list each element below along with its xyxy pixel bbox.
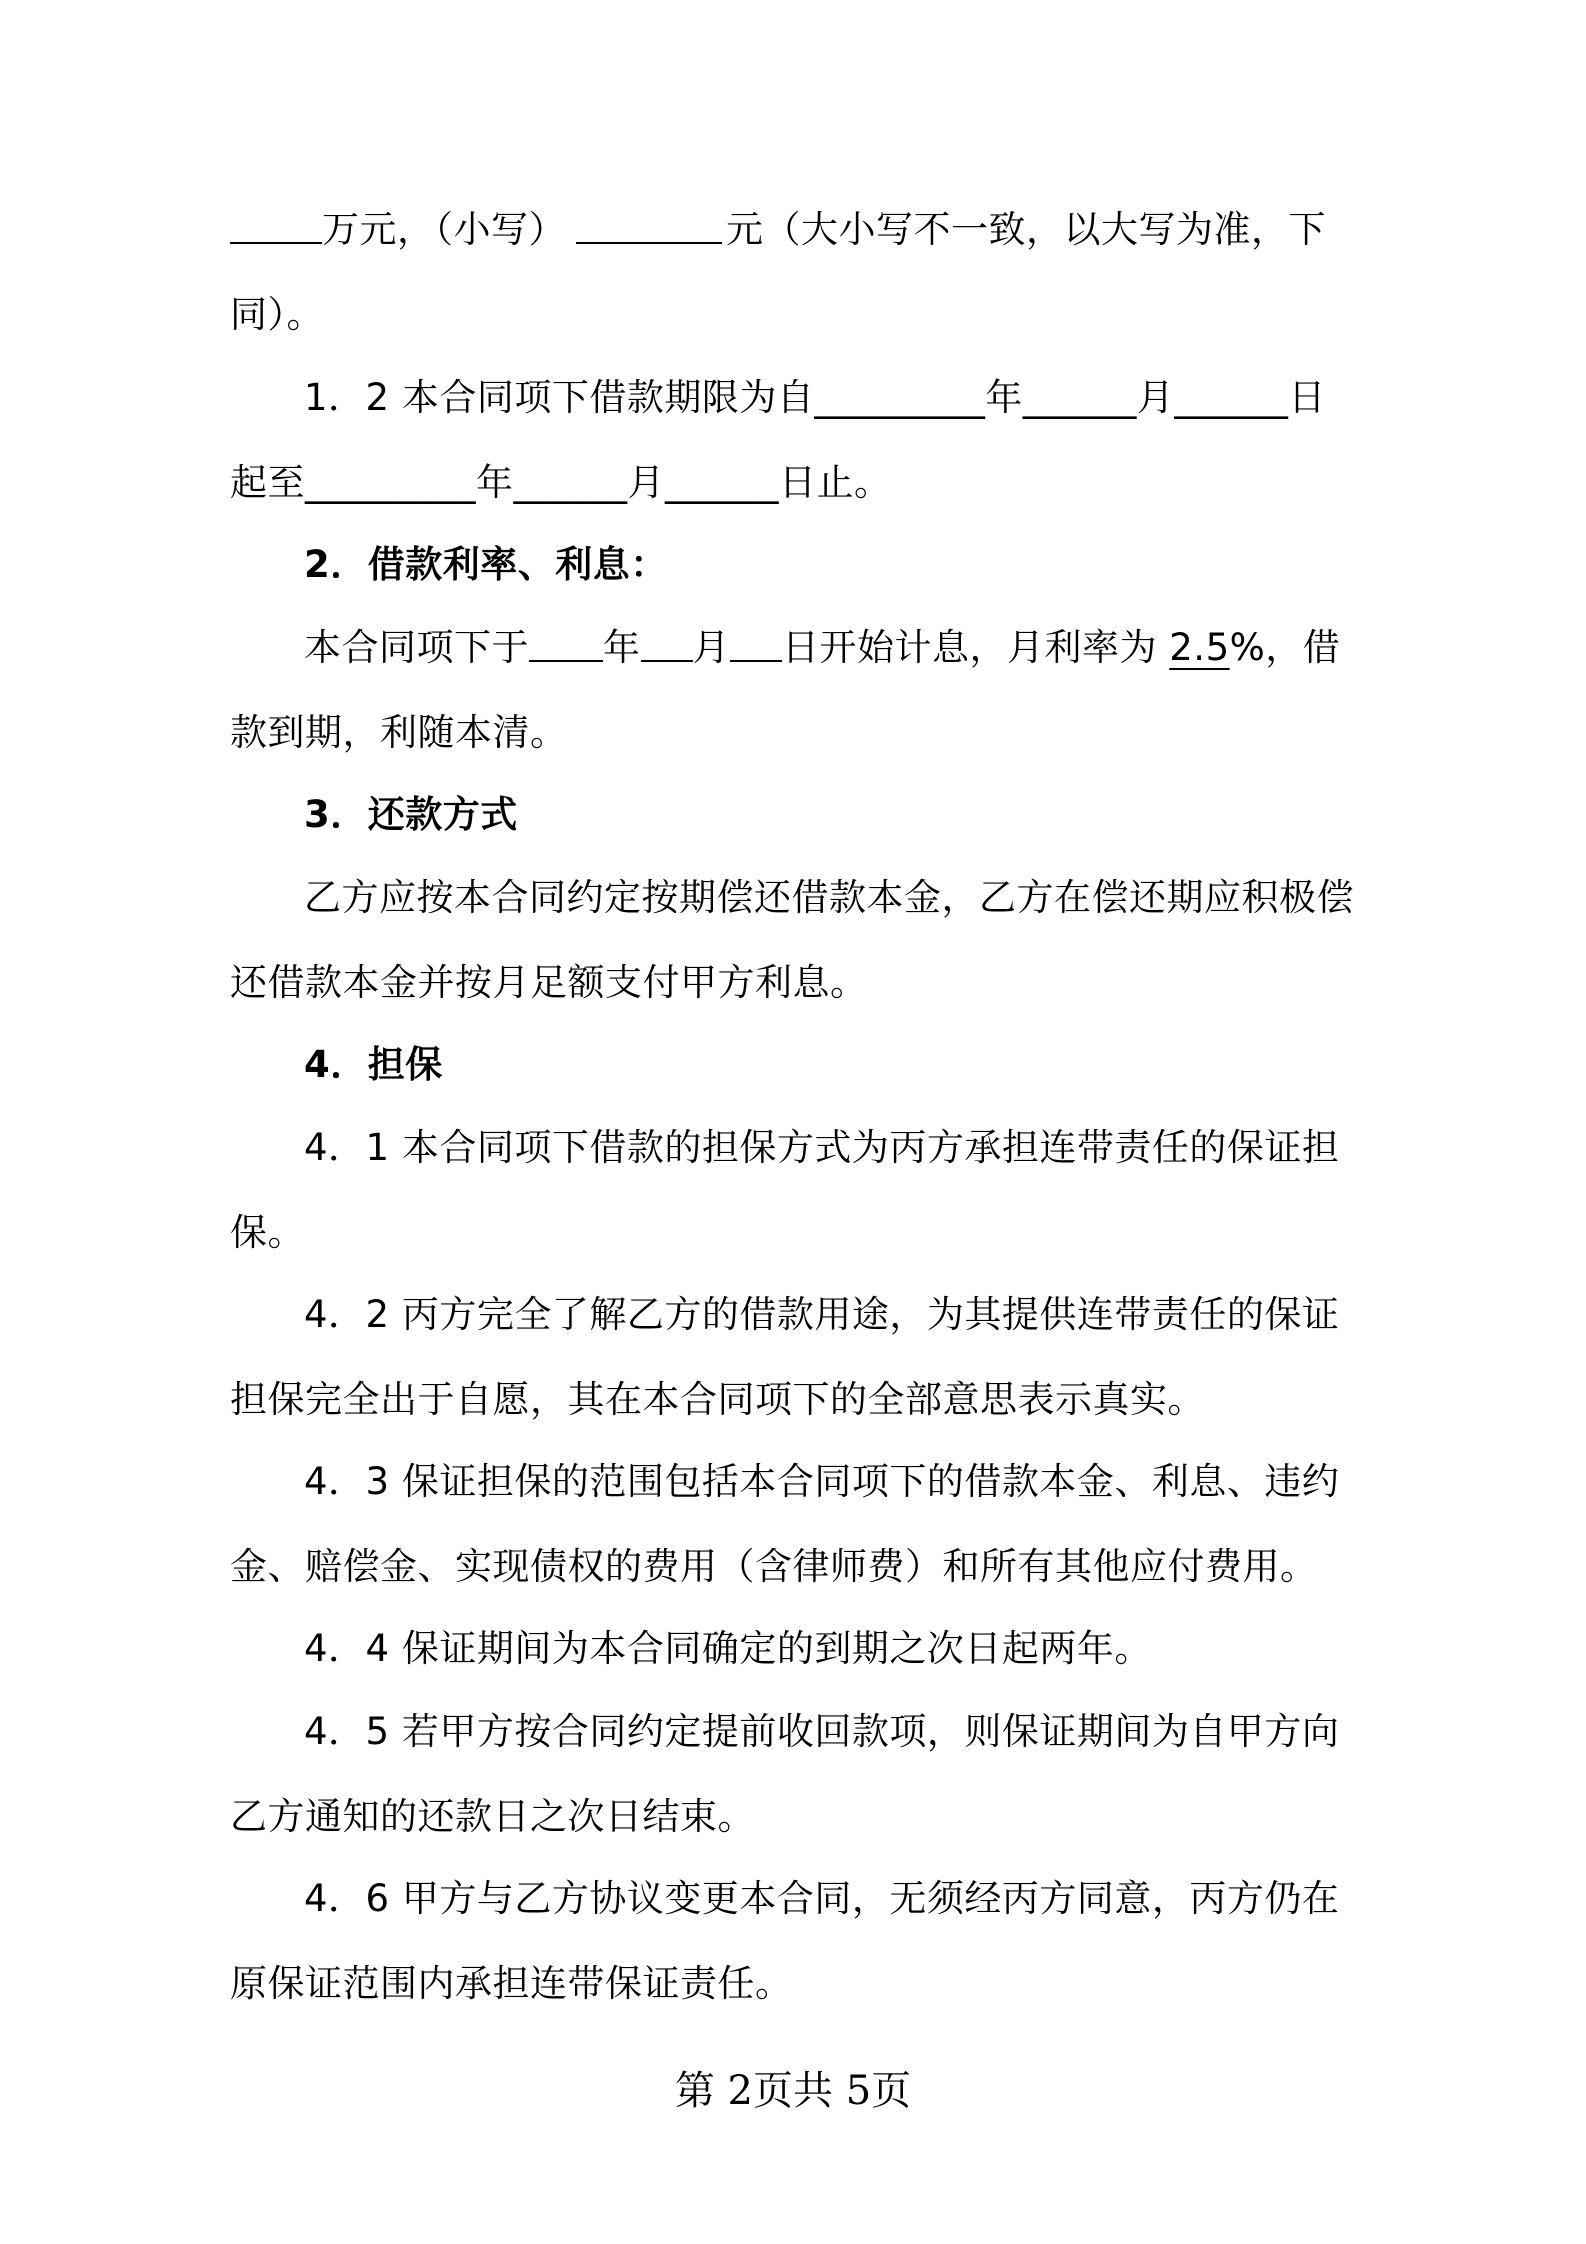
text-line: 乙方应按本合同约定按期偿还借款本金，乙方在偿还期应积极偿 [304, 876, 1354, 919]
text-line: 4．5 若甲方按合同约定提前收回款项，则保证期间为自甲方向 [304, 1710, 1340, 1753]
section-heading: 4．担保 [304, 1043, 443, 1086]
text-line: 4．1 本合同项下借款的担保方式为丙方承担连带责任的保证担 [304, 1126, 1340, 1169]
year-blank [529, 626, 603, 662]
text-line: 4．2 丙方完全了解乙方的借款用途，为其提供连带责任的保证 [304, 1293, 1340, 1336]
text-line: 金、赔偿金、实现债权的费用（含律师费）和所有其他应付费用。 [230, 1545, 1318, 1588]
text-line: 4．6 甲方与乙方协议变更本合同，无须经丙方同意，丙方仍在 [304, 1877, 1340, 1920]
text-line: 还借款本金并按月足额支付甲方利息。 [230, 961, 868, 1004]
text-line: 4．4 保证期间为本合同确定的到期之次日起两年。 [304, 1627, 1152, 1670]
section-heading: 3．还款方式 [304, 793, 518, 836]
text-line: 款到期，利随本清。 [230, 711, 568, 754]
amount-lower-blank [576, 208, 722, 244]
text-line: 担保完全出于自愿，其在本合同项下的全部意思表示真实。 [230, 1378, 1205, 1421]
month-blank [641, 626, 693, 662]
amount-blank [230, 208, 322, 244]
loan-term-line: 1．2 本合同项下借款期限为自_________年______月______日 [304, 376, 1326, 419]
text-line: 保。 [230, 1211, 305, 1254]
section-heading: 2．借款利率、利息： [304, 543, 668, 586]
text-line: 原保证范围内承担连带保证责任。 [230, 1962, 793, 2005]
page-number-footer: 第 2页共 5页 [674, 2068, 912, 2114]
text-line: 乙方通知的还款日之次日结束。 [230, 1795, 755, 1838]
text-line: 万元，（小写） 元（大小写不一致，以大写为准，下 [230, 205, 1356, 255]
loan-term-line: 起至_________年______月______日止。 [230, 461, 892, 504]
day-blank [730, 626, 782, 662]
interest-line: 本合同项下于 年 月 日开始计息，月利率为 2.5%，借 [304, 626, 1341, 669]
interest-rate: 2.5 [1169, 626, 1230, 669]
text-line: 同）。 [230, 293, 324, 336]
text-line: 4．3 保证担保的范围包括本合同项下的借款本金、利息、违约 [304, 1460, 1340, 1503]
